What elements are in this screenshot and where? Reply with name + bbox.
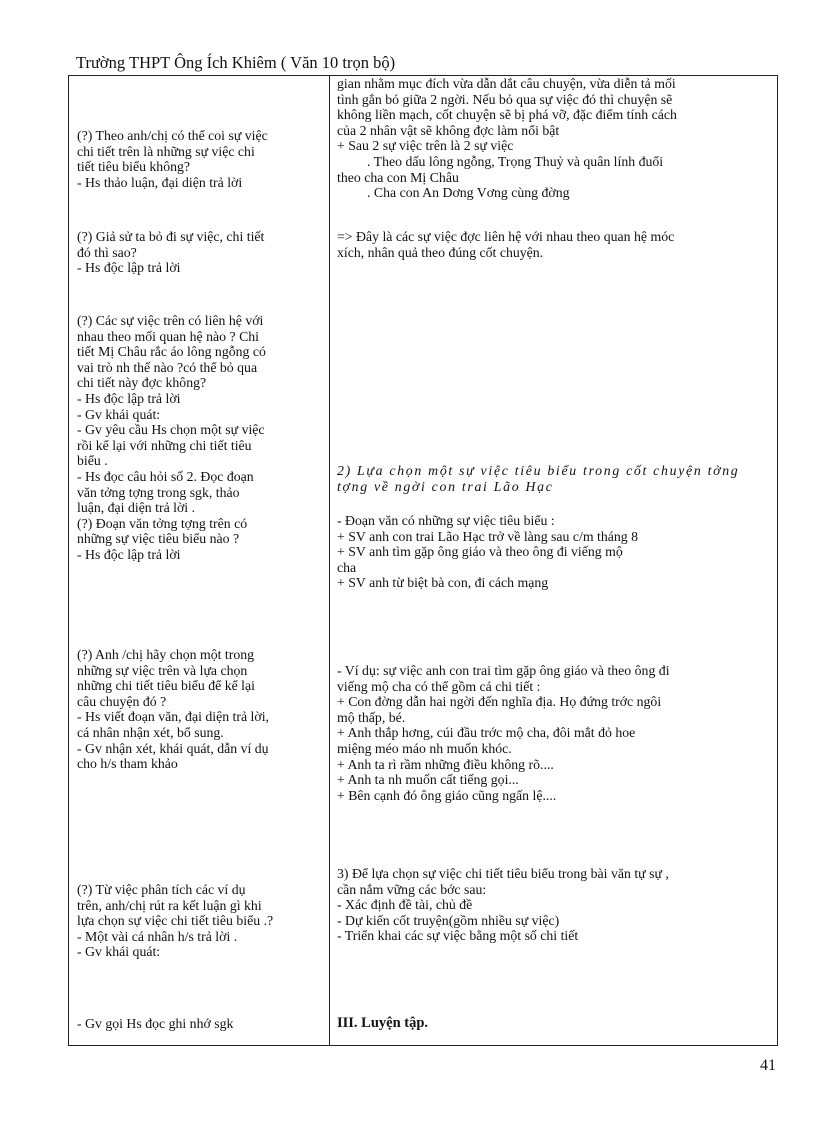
row-3-activity <box>77 313 317 563</box>
text-line: mộ thấp, bé. <box>337 709 406 725</box>
text-line: - Gv nhận xét, khái quát, dẫn ví dụ <box>77 740 269 756</box>
text-line: + Anh thắp hơng, cúi đầu trớc mộ cha, đôi mắt đỏ hoe <box>337 725 636 741</box>
row-2-content <box>337 229 773 260</box>
text-line: của 2 nhân vật sẽ không đợc làm nổi bật <box>337 122 560 138</box>
text-line: cần nắm vững các bớc sau: <box>337 881 487 897</box>
text-line: + Anh ta rì rầm những điều không rõ.... <box>337 756 554 772</box>
row-1-activity <box>77 128 317 190</box>
section-heading: III. Luyện tập. <box>337 1015 429 1031</box>
text-line: nhau theo mối quan hệ nào ? Chi <box>77 328 260 344</box>
page-header: Trường THPT Ông Ích Khiêm ( Văn 10 trọn bộ) <box>76 53 396 72</box>
text-line: cá nhân nhận xét, bổ sung. <box>77 724 224 740</box>
text-line: luận, đại diện trả lời . <box>77 500 196 516</box>
text-line: không liền mạch, cốt chuyện sẽ bị phá vỡ, đặc điểm tính cách <box>337 107 677 123</box>
text-line: văn tởng tợng trong sgk, thảo <box>77 484 240 500</box>
text-line: tiết tiêu biểu không? <box>77 159 191 175</box>
text-line: + Sau 2 sự việc trên là 2 sự việc <box>337 138 514 154</box>
text-line: cho h/s tham khảo <box>77 756 178 772</box>
section-heading: 2) Lựa chọn một sự việc tiêu biểu trong cốt chuyện tởng <box>337 463 740 478</box>
text-line: gian nhằm mục đích vừa dẫn dắt câu chuyện, vừa diễn tả mối <box>337 76 676 91</box>
text-line: miệng méo máo nh muốn khóc. <box>337 740 512 756</box>
text-line: . Theo dấu lông ngỗng, Trọng Thuỷ và quân lính đuổi <box>367 153 664 169</box>
row-6-activity <box>77 1016 317 1032</box>
text-line: - Hs độc lập trả lời <box>77 260 181 276</box>
text-line: những sự việc tiêu biểu nào ? <box>77 531 240 547</box>
row-3-content <box>337 513 773 591</box>
text-line: rồi kể lại với những chi tiết tiêu <box>77 437 252 453</box>
row-5-activity <box>77 882 317 960</box>
row-5-content <box>337 866 773 944</box>
text-line: những chi tiết tiêu biểu để kể lại <box>77 678 255 694</box>
text-line: (?) Các sự việc trên có liên hệ với <box>77 313 264 328</box>
text-line: biểu . <box>77 453 108 469</box>
text-line: + Anh ta nh muốn cất tiếng gọi... <box>337 772 519 788</box>
text-line: - Hs thảo luận, đại diện trả lời <box>77 174 243 190</box>
text-line: cha <box>337 559 357 575</box>
text-line: 3) Để lựa chọn sự việc chi tiết tiêu biểu trong bài văn tự sự , <box>337 866 669 881</box>
text-line: vai trò nh thế nào ?có thể bỏ qua <box>77 359 258 375</box>
text-line: - Hs viết đoạn văn, đại diện trả lời, <box>77 709 269 725</box>
text-line: (?) Theo anh/chị có thể coi sự việc <box>77 128 268 143</box>
row-3-heading <box>337 463 773 494</box>
text-line: - Hs đọc câu hỏi số 2. Đọc đoạn <box>77 468 254 484</box>
text-line: - Một vài cá nhân h/s trả lời . <box>77 928 238 944</box>
text-line: (?) Anh /chị hãy chọn một trong <box>77 647 255 662</box>
text-line: tình gắn bó giữa 2 ngời. Nếu bỏ qua sự việc đó thì chuyện sẽ <box>337 91 673 107</box>
text-line: + Bên cạnh đó ông giáo cũng ngấn lệ.... <box>337 787 557 803</box>
text-line: - Triển khai các sự việc bằng một số chi tiết <box>337 928 579 944</box>
row-4-activity <box>77 647 317 772</box>
text-line: - Hs độc lập trả lời <box>77 546 181 562</box>
text-line: - Đoạn văn có những sự việc tiêu biểu : <box>337 513 555 528</box>
text-line: đó thì sao? <box>77 244 137 260</box>
lesson-table <box>68 75 778 1046</box>
text-line: - Dự kiến cốt truyện(gồm nhiều sự việc) <box>337 912 560 928</box>
text-line: - Gv yêu cầu Hs chọn một sự việc <box>77 422 265 438</box>
text-line: - Gv khái quát: <box>77 944 161 960</box>
text-line: => Đây là các sự việc đợc liên hệ với nhau theo quan hệ móc <box>337 229 675 244</box>
text-line: xích, nhân quả theo đúng cốt chuyện. <box>337 244 544 260</box>
row-2-activity <box>77 229 317 276</box>
section-heading: tợng về ngời con trai Lão Hạc <box>337 478 554 494</box>
text-line: trên, anh/chị rút ra kết luận gì khi <box>77 897 262 913</box>
text-line: tiết Mị Châu rắc áo lông ngỗng có <box>77 344 266 360</box>
text-line: - Gv khái quát: <box>77 406 161 422</box>
text-line: + SV anh con trai Lão Hạc trở về làng sau c/m tháng 8 <box>337 528 639 544</box>
text-line: chi tiết trên là những sự việc chi <box>77 143 255 159</box>
text-line: - Hs độc lập trả lời <box>77 390 181 406</box>
text-line: + SV anh tìm gặp ông giáo và theo ông đi viếng mộ <box>337 544 623 560</box>
text-line: theo cha con Mị Châu <box>337 169 459 185</box>
text-line: + Con đờng dẫn hai ngời đến nghĩa địa. Họ đứng trớc ngôi <box>337 694 662 710</box>
text-line: (?) Giả sử ta bỏ đi sự việc, chi tiết <box>77 229 265 244</box>
text-line: + SV anh từ biệt bà con, đi cách mạng <box>337 575 549 591</box>
text-line: viếng mộ cha có thể gồm cá chi tiết : <box>337 678 541 694</box>
row-6-content <box>337 1016 773 1032</box>
text-line: - Xác định đề tài, chủ đề <box>337 897 473 913</box>
text-line: (?) Đoạn văn tởng tợng trên có <box>77 515 248 531</box>
text-line: . Cha con An Dơng Vơng cùng đờng <box>367 185 570 201</box>
text-line: lựa chọn sự việc chi tiết tiêu biểu .? <box>77 913 274 929</box>
text-line: - Ví dụ: sự việc anh con trai tìm gặp ông giáo và theo ông đi <box>337 663 670 678</box>
text-line: câu chuyện đó ? <box>77 693 167 709</box>
row-4-content <box>337 663 773 803</box>
page-number: 41 <box>760 1057 776 1074</box>
column-divider <box>329 76 330 1045</box>
text-line: chi tiết này đợc không? <box>77 375 207 391</box>
text-line: - Gv gọi Hs đọc ghi nhớ sgk <box>77 1016 234 1031</box>
row-1-content <box>337 76 773 201</box>
text-line: những sự việc trên và lựa chọn <box>77 662 248 678</box>
text-line: (?) Từ việc phân tích các ví dụ <box>77 882 246 897</box>
